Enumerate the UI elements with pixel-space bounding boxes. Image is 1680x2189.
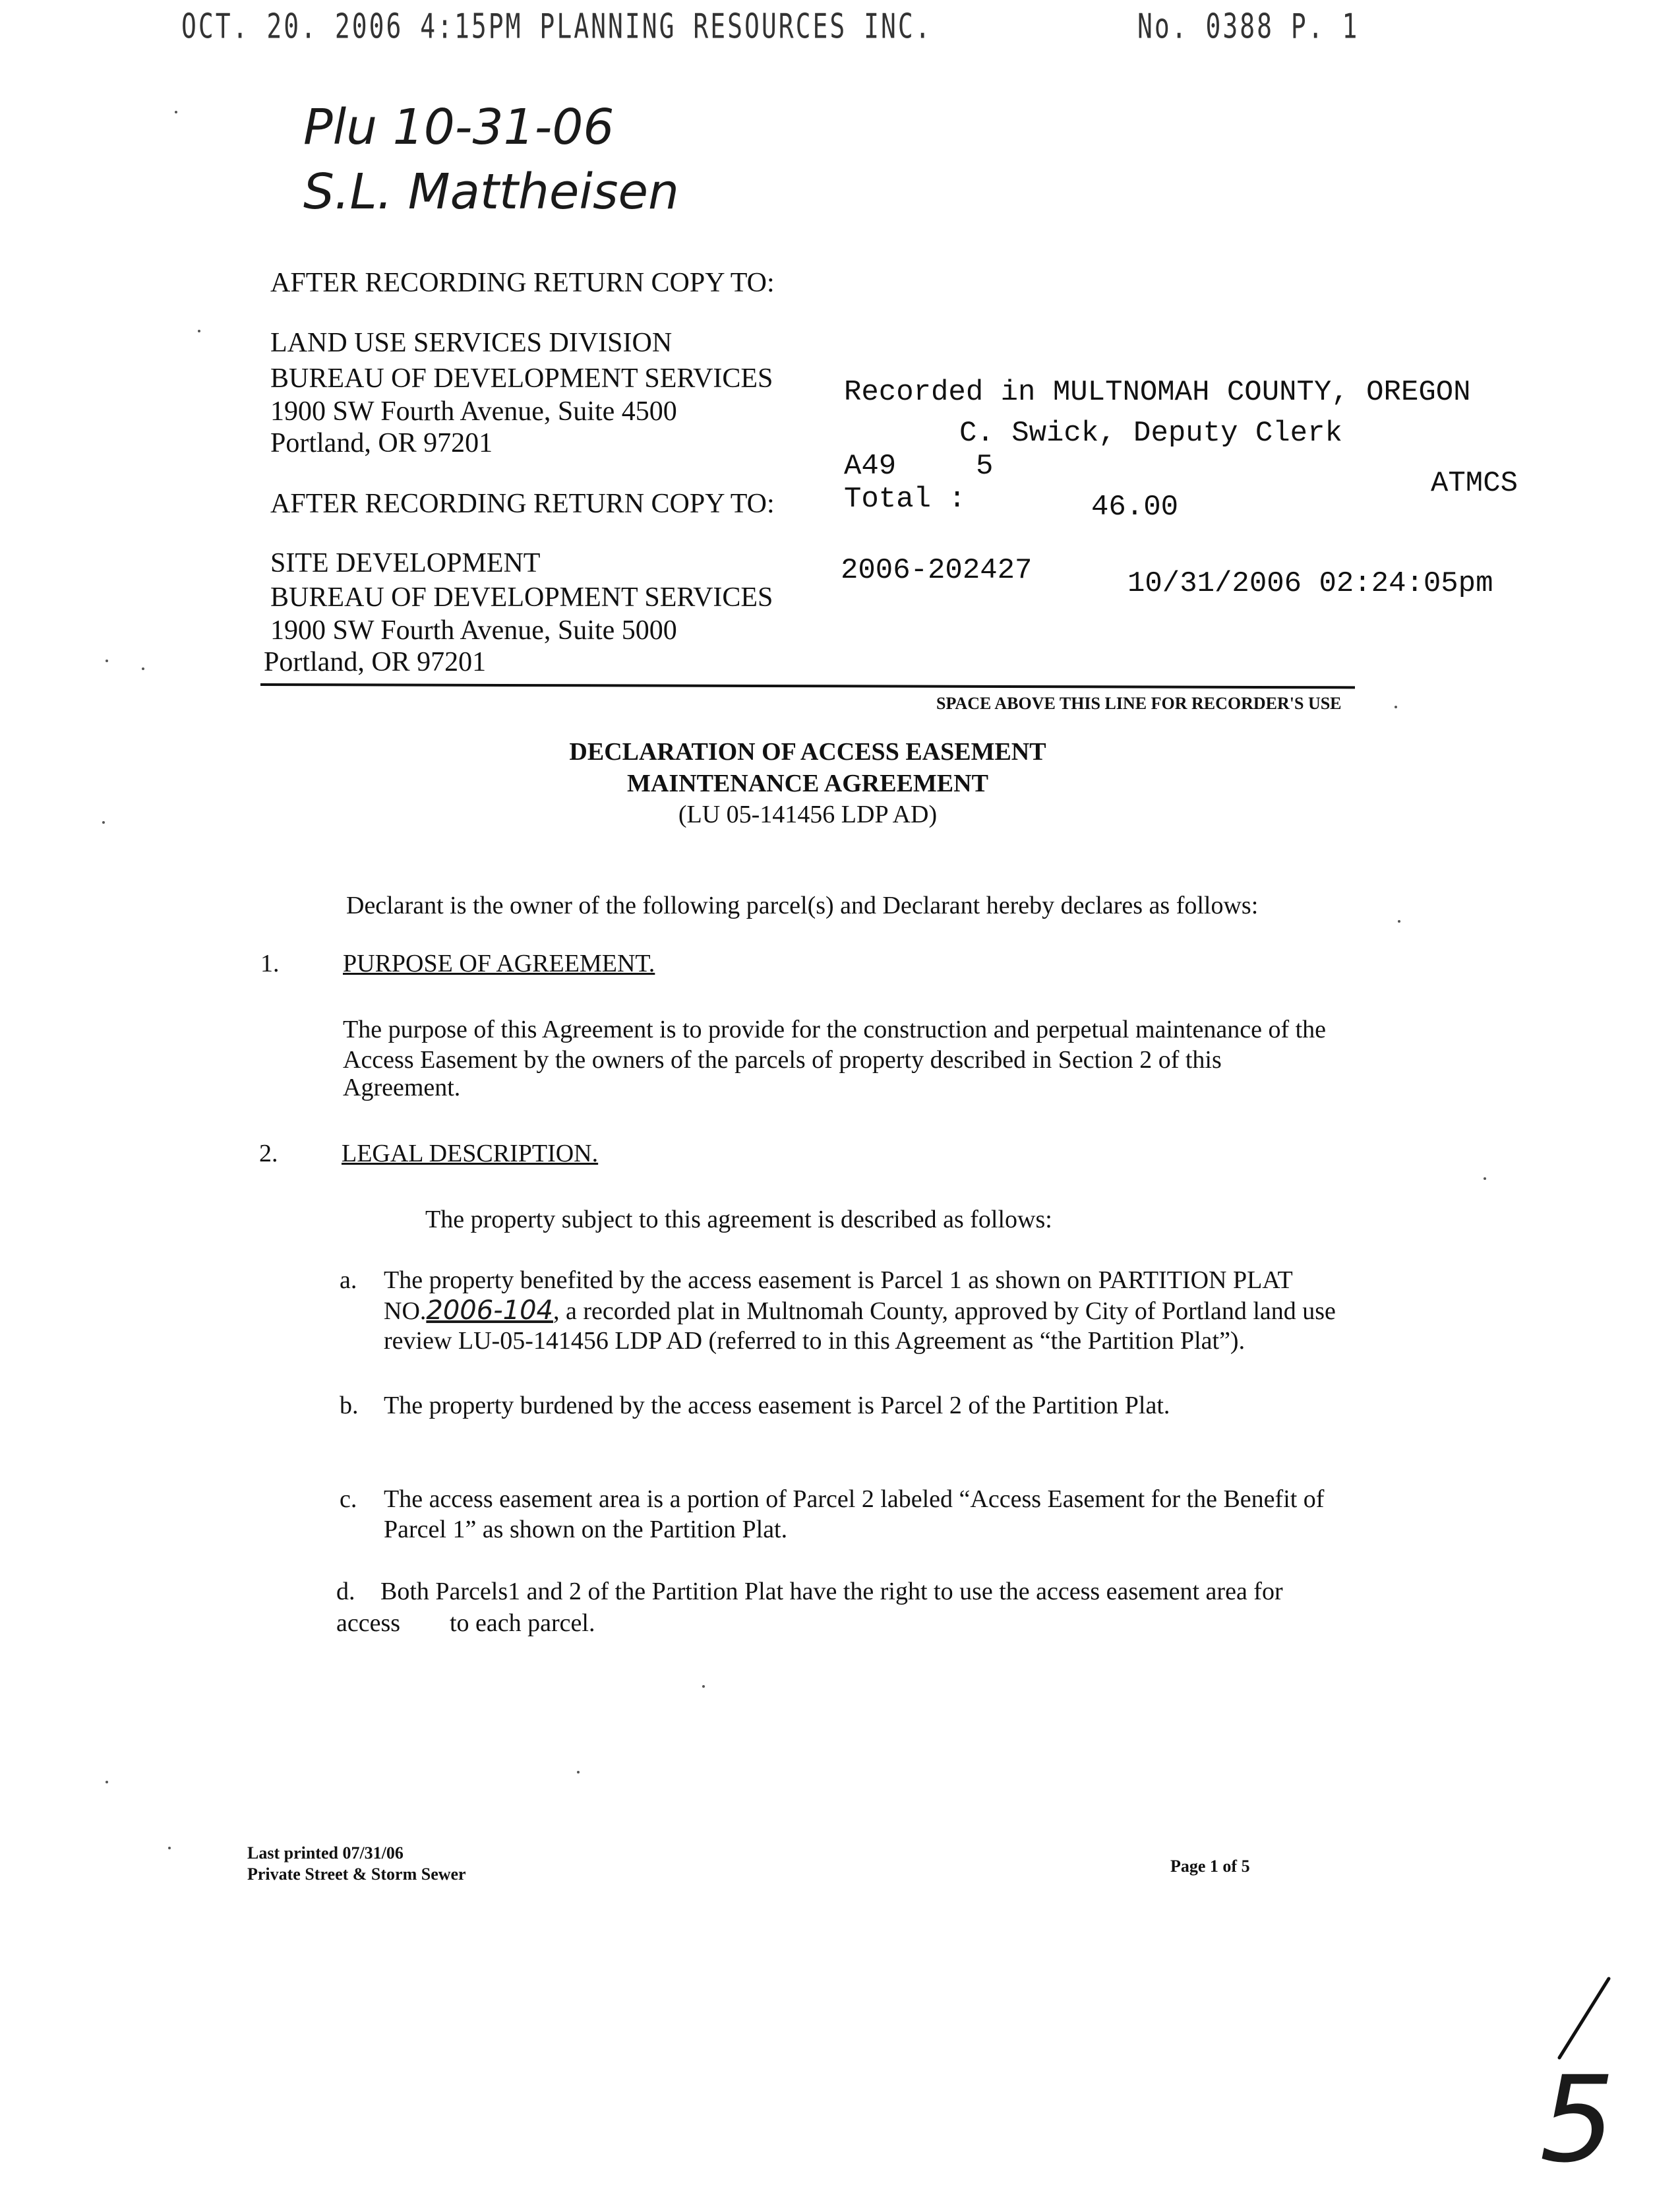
return-address-1-line-1: LAND USE SERVICES DIVISION — [270, 328, 673, 358]
return-address-1-line-4: Portland, OR 97201 — [270, 428, 493, 458]
handwritten-plat-number: 2006-104 — [426, 1295, 553, 1326]
item-a-line-2-text: , a recorded plat in Multnomah County, approved by City of Portland land use — [553, 1297, 1336, 1325]
item-a-line-2 — [384, 1297, 1336, 1325]
scan-speck — [1395, 706, 1397, 708]
scan-speck — [142, 667, 144, 670]
fax-header-right: No. 0388 P. 1 — [1137, 7, 1360, 46]
item-a-line-3: review LU-05-141456 LDP AD (referred to in this Agreement as “the Partition Plat”). — [384, 1327, 1245, 1355]
return-address-2-line-3: 1900 SW Fourth Avenue, Suite 5000 — [270, 615, 677, 646]
item-b-label: b. — [340, 1392, 359, 1419]
recorder-total-value: 46.00 — [1091, 491, 1179, 524]
recorder-code: A49 — [844, 450, 897, 483]
item-c-line-1: The access easement area is a portion of Parcel 2 labeled “Access Easement for the Benefit of — [384, 1485, 1325, 1513]
recorder-space-note: SPACE ABOVE THIS LINE FOR RECORDER'S USE — [936, 694, 1342, 713]
scan-speck — [105, 660, 108, 662]
declarant-intro: Declarant is the owner of the following parcel(s) and Declarant hereby declares as follows: — [346, 892, 1259, 919]
section-2-intro: The property subject to this agreement is described as follows: — [425, 1206, 1052, 1233]
item-a-no-label: NO. — [384, 1297, 427, 1325]
scan-speck — [105, 1781, 108, 1783]
footer-page-number: Page 1 of 5 — [1170, 1857, 1250, 1876]
document-title-line-3: (LU 05-141456 LDP AD) — [678, 801, 938, 828]
item-b-line-1: The property burdened by the access easement is Parcel 2 of the Partition Plat. — [384, 1392, 1170, 1419]
section-1-line-1: The purpose of this Agreement is to provide for the construction and perpetual maintenance of the — [343, 1016, 1327, 1043]
footer-project: Private Street & Storm Sewer — [247, 1865, 466, 1884]
item-c-line-2: Parcel 1” as shown on the Partition Plat. — [384, 1516, 788, 1543]
scan-speck — [702, 1685, 705, 1688]
footer-last-printed: Last printed 07/31/06 — [247, 1843, 404, 1863]
document-title-line-2: MAINTENANCE AGREEMENT — [627, 770, 988, 797]
handwritten-page-marker-number: 5 — [1540, 2051, 1615, 2189]
recorder-county: Recorded in MULTNOMAH COUNTY, OREGON — [844, 376, 1471, 409]
item-d-label: d. — [336, 1578, 355, 1605]
recorder-clerk: C. Swick, Deputy Clerk — [959, 417, 1342, 450]
recorder-count: 5 — [976, 450, 994, 483]
item-d-line-2a: access — [336, 1609, 401, 1637]
scan-speck — [198, 330, 200, 332]
recorder-total-label: Total : — [844, 483, 966, 516]
return-address-1-line-3: 1900 SW Fourth Avenue, Suite 4500 — [270, 396, 677, 427]
item-a-label: a. — [340, 1266, 357, 1294]
recorder-doc-number: 2006-202427 — [841, 554, 1033, 587]
scan-speck — [1484, 1177, 1486, 1180]
return-heading-1: AFTER RECORDING RETURN COPY TO: — [270, 268, 775, 298]
return-address-1-line-2: BUREAU OF DEVELOPMENT SERVICES — [270, 363, 773, 394]
item-c-label: c. — [340, 1485, 357, 1513]
handwritten-initials-date: Plu 10-31-06 — [303, 99, 615, 156]
fax-header-left: OCT. 20. 2006 4:15PM PLANNING RESOURCES INC. — [181, 7, 932, 46]
section-2-number: 2. — [259, 1140, 278, 1167]
recorder-datetime: 10/31/2006 02:24:05pm — [1127, 567, 1493, 600]
item-a-line-1: The property benefited by the access easement is Parcel 1 as shown on PARTITION PLAT — [384, 1266, 1293, 1294]
return-address-2-line-2: BUREAU OF DEVELOPMENT SERVICES — [270, 582, 773, 613]
handwritten-name: S.L. Mattheisen — [303, 164, 679, 220]
scan-speck — [577, 1771, 580, 1773]
scan-speck — [1398, 920, 1400, 923]
scan-speck — [102, 821, 105, 824]
item-d-line-1: Both Parcels1 and 2 of the Partition Plat have the right to use the access easement area for — [380, 1578, 1283, 1605]
scan-speck — [175, 111, 177, 113]
scan-speck — [168, 1847, 171, 1849]
item-d-line-2b: to each parcel. — [450, 1609, 595, 1637]
return-heading-2: AFTER RECORDING RETURN COPY TO: — [270, 489, 775, 519]
section-1-number: 1. — [260, 950, 280, 977]
section-1-line-2: Access Easement by the owners of the parcels of property described in Section 2 of this — [343, 1046, 1222, 1074]
recorder-separator-line — [260, 683, 1355, 689]
section-1-line-3: Agreement. — [343, 1074, 461, 1101]
return-address-2-line-4: Portland, OR 97201 — [264, 647, 487, 677]
document-title-line-1: DECLARATION OF ACCESS EASEMENT — [569, 738, 1046, 766]
section-2-heading: LEGAL DESCRIPTION. — [342, 1140, 599, 1167]
return-address-2-line-1: SITE DEVELOPMENT — [270, 548, 541, 578]
section-1-heading: PURPOSE OF AGREEMENT. — [343, 950, 655, 977]
recorder-atmcs: ATMCS — [1431, 467, 1518, 500]
